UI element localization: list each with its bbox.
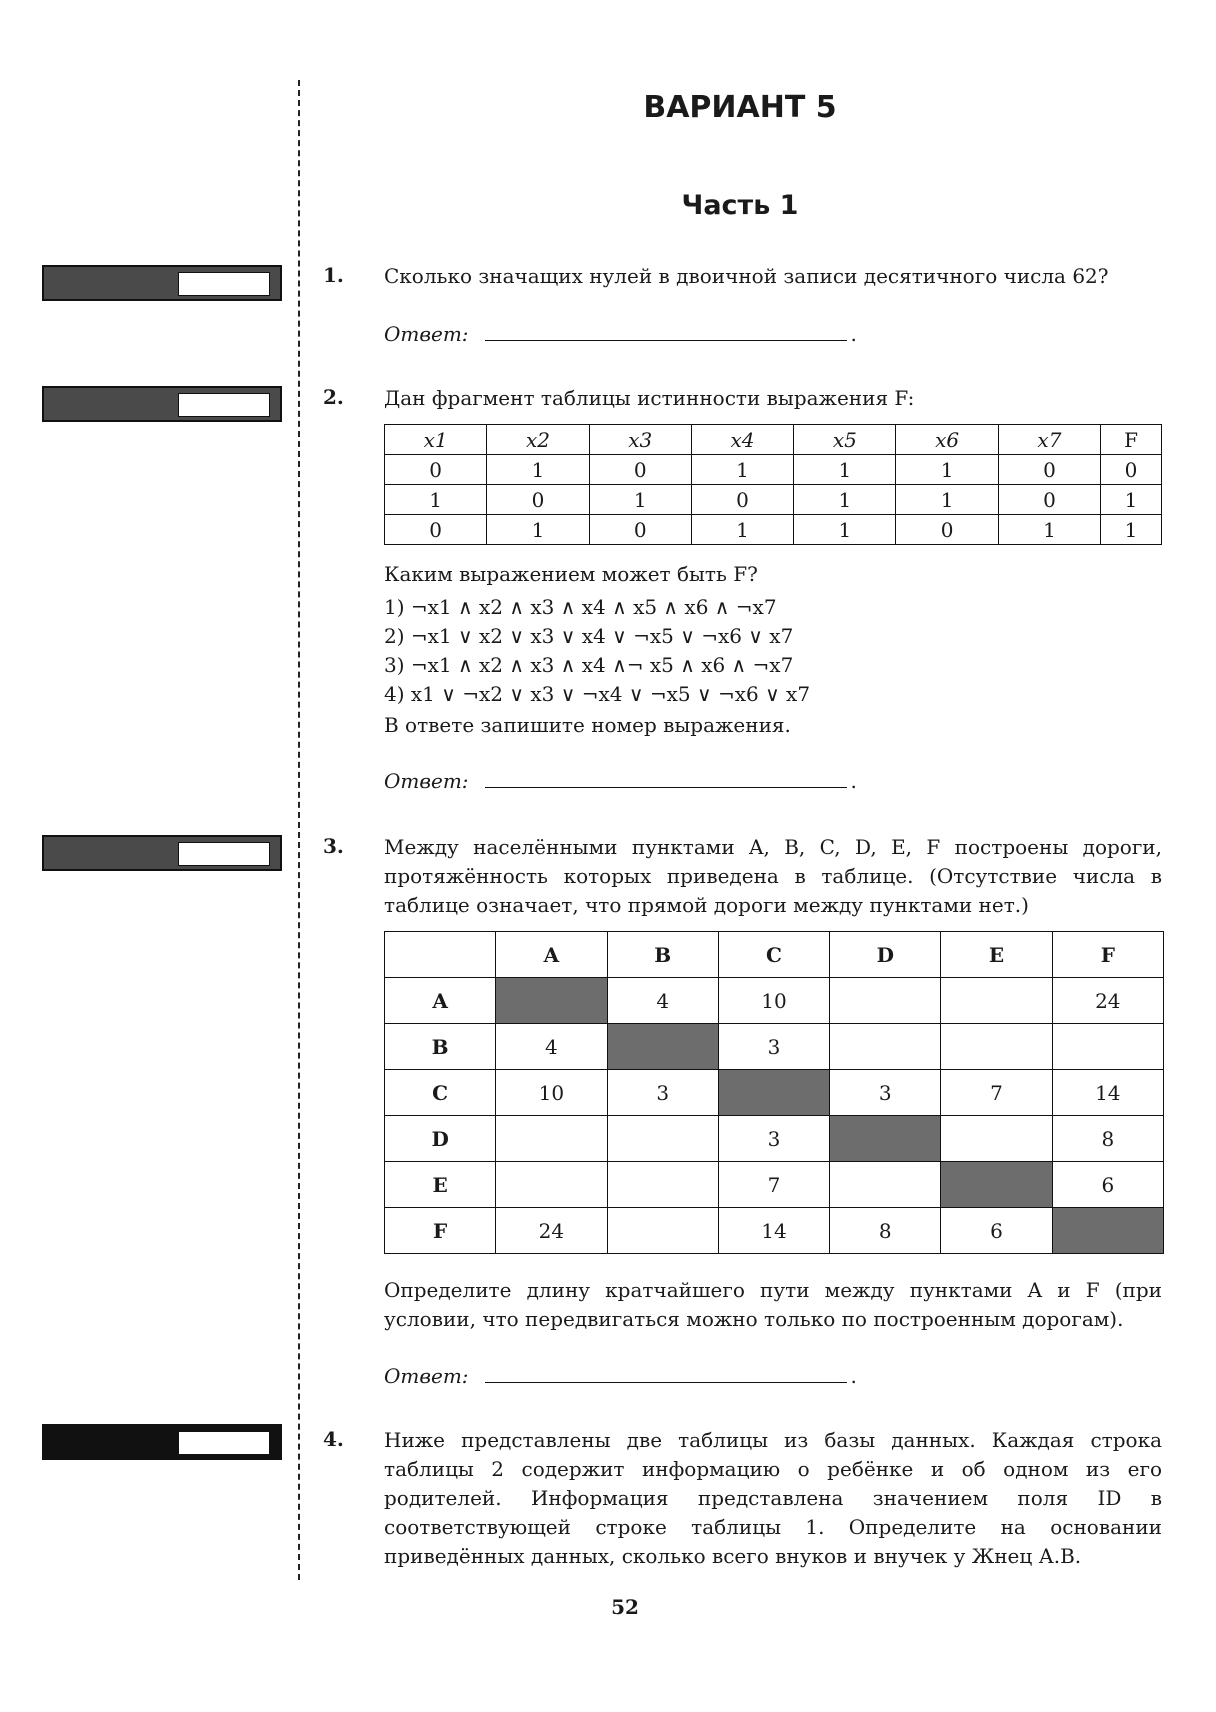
q3-answer (384, 1364, 857, 1388)
dt-cell: 8 (830, 1208, 941, 1254)
tt-cell: 0 (589, 455, 691, 485)
distance-table (384, 931, 1164, 1254)
truth-table-header (385, 425, 1162, 455)
truth-table (384, 424, 1162, 545)
tt-cell: 1 (896, 455, 998, 485)
table-row (385, 515, 1162, 545)
option-item: 3) ¬x1 ∧ x2 ∧ x3 ∧ x4 ∧¬ x5 ∧ x6 ∧ ¬x7 (384, 653, 794, 677)
dt-cell: 4 (496, 1024, 607, 1070)
dt-cell: 3 (718, 1024, 829, 1070)
score-field-q1[interactable] (178, 272, 270, 296)
tt-cell: 0 (385, 515, 487, 545)
q1-answer (384, 322, 857, 346)
dt-header-cell: F (1052, 932, 1163, 978)
dt-cell (496, 1162, 607, 1208)
score-field-q3[interactable] (178, 842, 270, 866)
dt-diagonal-cell (718, 1070, 829, 1116)
table-row (385, 1070, 1164, 1116)
dt-diagonal-cell (941, 1162, 1052, 1208)
tt-header-cell: x4 (691, 425, 793, 455)
q1-answer-field[interactable] (485, 322, 847, 341)
score-box-q4 (42, 1424, 282, 1460)
option-item: 4) x1 ∨ ¬x2 ∨ x3 ∨ ¬x4 ∨ ¬x5 ∨ ¬x6 ∨ x7 (384, 682, 811, 706)
tt-cell: 1 (487, 515, 589, 545)
cut-line (298, 80, 300, 1580)
dt-cell: 24 (1052, 978, 1163, 1024)
q1-number: 1. (323, 263, 344, 287)
score-box-q2 (42, 386, 282, 422)
tt-header-cell: x5 (794, 425, 896, 455)
dt-cell: 3 (607, 1070, 718, 1116)
table-row (385, 1162, 1164, 1208)
dt-cell (607, 1116, 718, 1162)
dt-diagonal-cell (830, 1116, 941, 1162)
tt-cell: 1 (794, 455, 896, 485)
answer-label: Ответ: (384, 322, 469, 346)
q1-text: Сколько значащих нулей в двоичной записи десятичного числа 62? (384, 264, 1109, 288)
dt-cell: 6 (941, 1208, 1052, 1254)
score-box-q1 (42, 265, 282, 301)
q3-number: 3. (323, 834, 344, 858)
page-number: 52 (611, 1595, 639, 1619)
score-box-q3 (42, 835, 282, 871)
dt-cell: 3 (830, 1070, 941, 1116)
table-row (385, 455, 1162, 485)
table-row (385, 1116, 1164, 1162)
tt-cell: 1 (487, 455, 589, 485)
q4-number: 4. (323, 1427, 344, 1451)
tt-header-cell: x6 (896, 425, 998, 455)
variant-title: ВАРИАНТ 5 (643, 90, 837, 125)
q3-question: Определите длину кратчайшего пути между пунктами A и F (при условии, что передвигаться можно только по построенным дорогам). (384, 1278, 1162, 1331)
dt-row-label: E (385, 1162, 496, 1208)
tt-cell: 1 (1101, 485, 1162, 515)
dt-cell: 7 (718, 1162, 829, 1208)
answer-label: Ответ: (384, 1364, 469, 1388)
tt-cell: 0 (691, 485, 793, 515)
tt-cell: 0 (998, 485, 1100, 515)
dt-cell: 6 (1052, 1162, 1163, 1208)
table-row (385, 1024, 1164, 1070)
tt-header-cell: x1 (385, 425, 487, 455)
tt-cell: 0 (487, 485, 589, 515)
q3-answer-field[interactable] (485, 1364, 847, 1383)
dt-cell: 4 (607, 978, 718, 1024)
tt-cell: 1 (691, 455, 793, 485)
dt-cell: 8 (1052, 1116, 1163, 1162)
dt-cell (830, 978, 941, 1024)
score-field-q2[interactable] (178, 393, 270, 417)
dt-header-cell (385, 932, 496, 978)
tt-header-cell: x2 (487, 425, 589, 455)
table-row (385, 1208, 1164, 1254)
dt-header-cell: E (941, 932, 1052, 978)
tt-cell: 1 (589, 485, 691, 515)
dt-cell: 24 (496, 1208, 607, 1254)
dt-cell: 10 (718, 978, 829, 1024)
dt-cell (830, 1162, 941, 1208)
dt-cell: 3 (718, 1116, 829, 1162)
tt-cell: 0 (896, 515, 998, 545)
tt-header-cell: x7 (998, 425, 1100, 455)
dt-row-label: C (385, 1070, 496, 1116)
dt-header-cell: D (830, 932, 941, 978)
score-field-q4[interactable] (178, 1431, 270, 1455)
q2-answer-field[interactable] (485, 769, 847, 788)
q2-options (384, 593, 810, 709)
tt-cell: 0 (1101, 455, 1162, 485)
dt-row-label: B (385, 1024, 496, 1070)
tt-cell: 1 (794, 485, 896, 515)
dt-cell (607, 1208, 718, 1254)
tt-header-cell: x3 (589, 425, 691, 455)
dt-header-cell: C (718, 932, 829, 978)
dt-header-cell: A (496, 932, 607, 978)
dt-header-cell: B (607, 932, 718, 978)
tt-cell: 1 (691, 515, 793, 545)
tt-cell: 0 (385, 455, 487, 485)
dt-cell (941, 1116, 1052, 1162)
answer-dot: . (850, 769, 857, 793)
q2-intro: Дан фрагмент таблицы истинности выражения F: (384, 386, 915, 410)
tt-cell: 1 (1101, 515, 1162, 545)
table-row (385, 978, 1164, 1024)
tt-cell: 1 (896, 485, 998, 515)
part-title: Часть 1 (681, 190, 799, 221)
dt-cell (607, 1162, 718, 1208)
dt-cell (496, 1116, 607, 1162)
dt-cell (941, 978, 1052, 1024)
answer-dot: . (850, 1364, 857, 1388)
option-item: 2) ¬x1 ∨ x2 ∨ x3 ∨ x4 ∨ ¬x5 ∨ ¬x6 ∨ x7 (384, 624, 794, 648)
q4-text: Ниже представлены две таблицы из базы данных. Каждая строка таблицы 2 содержит информацию о ребёнке и об одном из его родителей. Информация представлена значением поля ID в соответствующей строке таблицы 1. Определите на основании приведённых данных, сколько всего внуков и внучек у Жнец А.В. (384, 1428, 1162, 1568)
dt-cell (830, 1024, 941, 1070)
tt-cell: 1 (794, 515, 896, 545)
dt-diagonal-cell (1052, 1208, 1163, 1254)
dt-cell: 10 (496, 1070, 607, 1116)
q2-number: 2. (323, 385, 344, 409)
dt-cell (1052, 1024, 1163, 1070)
option-item: 1) ¬x1 ∧ x2 ∧ x3 ∧ x4 ∧ x5 ∧ x6 ∧ ¬x7 (384, 595, 777, 619)
dt-cell: 14 (718, 1208, 829, 1254)
dt-row-label: F (385, 1208, 496, 1254)
dt-diagonal-cell (607, 1024, 718, 1070)
tt-cell: 0 (998, 455, 1100, 485)
tt-cell: 1 (385, 485, 487, 515)
q2-instruction: В ответе запишите номер выражения. (384, 713, 791, 737)
q3-text: Между населёнными пунктами A, B, C, D, E, F построены дороги, протяжённость которых приведена в таблице. (Отсутствие числа в таблице означает, что прямой дороги между пунктами нет.) (384, 835, 1162, 917)
dt-cell: 7 (941, 1070, 1052, 1116)
answer-label: Ответ: (384, 769, 469, 793)
q2-answer (384, 769, 857, 793)
answer-dot: . (850, 322, 857, 346)
tt-cell: 1 (998, 515, 1100, 545)
dt-cell (941, 1024, 1052, 1070)
tt-cell: 0 (589, 515, 691, 545)
distance-table-header (385, 932, 1164, 978)
dt-cell: 14 (1052, 1070, 1163, 1116)
table-row (385, 485, 1162, 515)
tt-header-cell: F (1101, 425, 1162, 455)
dt-row-label: D (385, 1116, 496, 1162)
dt-row-label: A (385, 978, 496, 1024)
dt-diagonal-cell (496, 978, 607, 1024)
q2-question: Каким выражением может быть F? (384, 562, 758, 586)
